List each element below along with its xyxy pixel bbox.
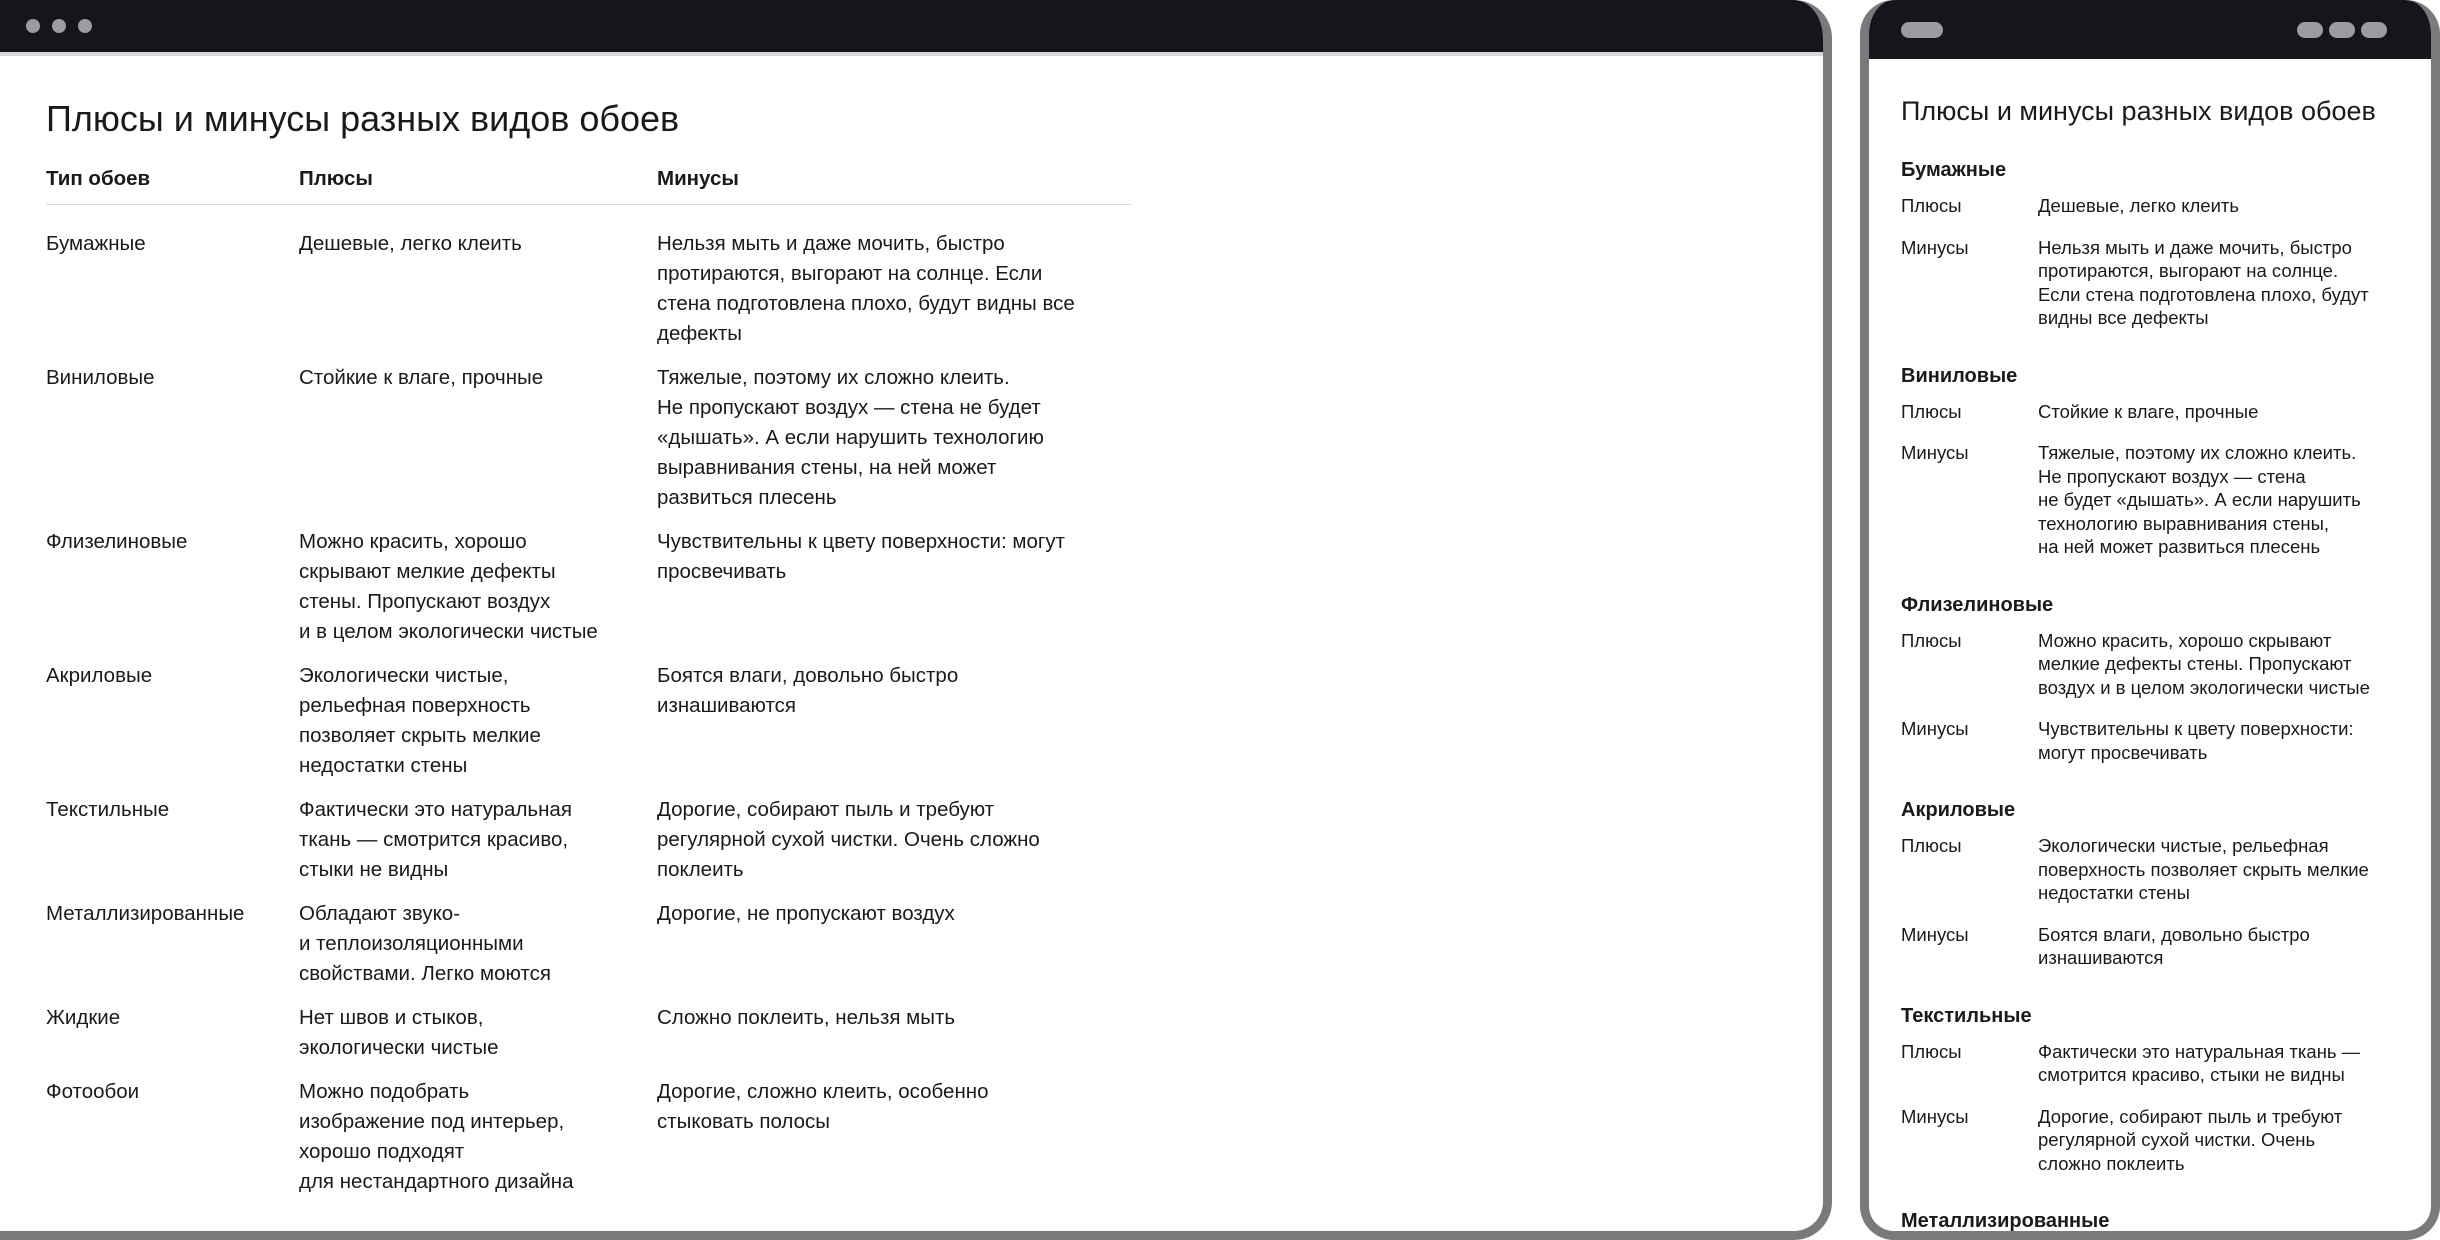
mobile-group <box>1901 158 2421 330</box>
cell-pros: Экологически чистые, рельефная поверхность позволяет скрыть мелкие недостатки стены <box>299 664 541 777</box>
cell-pros: Обладают звуко- и теплоизоляционными свойствами. Легко моются <box>299 902 551 985</box>
cell-type: Акриловые <box>46 664 153 687</box>
mobile-status-pill <box>1901 22 1943 38</box>
cell-type: Фотообои <box>46 1080 140 1103</box>
cell-cons: Чувствительны к цвету поверхности: могут просвечивать <box>657 530 1065 583</box>
table-header-row <box>46 164 1131 205</box>
mobile-status-bar-edge <box>1869 52 2431 59</box>
mobile-group <box>1901 798 2421 970</box>
cell-type: Бумажные <box>46 232 146 255</box>
window-minimize-dot[interactable] <box>52 19 66 33</box>
desktop-title-bar <box>0 0 1823 52</box>
desktop-page-title: Плюсы и минусы разных видов обоев <box>46 98 680 139</box>
cell-cons: Тяжелые, поэтому их сложно клеить. Не пропускают воздух — стена не будет «дышать». А если нарушить технологию выравнивания стены, на ней может развиться плесень <box>657 366 1044 509</box>
table-row <box>46 899 1131 1003</box>
cell-cons: Сложно поклеить, нельзя мыть <box>657 1006 956 1029</box>
mobile-status-dot <box>2329 22 2355 38</box>
wallpaper-comparison-table <box>46 164 1131 1211</box>
table-row <box>46 1003 1131 1077</box>
table-row <box>46 527 1131 661</box>
mobile-cons-row <box>1901 441 2421 559</box>
mobile-status-dot <box>2297 22 2323 38</box>
mobile-cons-label: Минусы <box>1901 1105 1969 1127</box>
mobile-pros-label: Плюсы <box>1901 195 1962 216</box>
cell-pros: Можно красить, хорошо скрывают мелкие дефекты стены. Пропускают воздух и в целом экологически чистые <box>299 530 598 643</box>
desktop-title-bar-divider <box>0 52 1823 56</box>
mobile-pros-label: Плюсы <box>1901 629 1962 651</box>
cell-cons: Дорогие, собирают пыль и требуют регулярной сухой чистки. Очень сложно поклеить <box>657 798 1040 881</box>
mobile-group-type: Флизелиновые <box>1901 593 2054 616</box>
cell-type: Текстильные <box>46 798 170 821</box>
mobile-pros-value: Дешевые, легко клеить <box>2038 195 2240 216</box>
mobile-pros-label: Плюсы <box>1901 400 1962 422</box>
mobile-cons-value: Чувствительны к цвету поверхности: могут просвечивать <box>2038 718 2354 763</box>
cell-cons: Боятся влаги, довольно быстро изнашиваются <box>657 664 959 717</box>
cell-cons: Нельзя мыть и даже мочить, быстро протираются, выгорают на солнце. Если стена подготовлена плохо, будут видны все дефекты <box>657 232 1075 345</box>
cell-pros: Фактически это натуральная ткань — смотрится красиво, стыки не видны <box>299 798 572 881</box>
table-row <box>46 363 1131 527</box>
mobile-status-dot <box>2361 22 2387 38</box>
table-row <box>46 205 1131 364</box>
mobile-cons-value: Тяжелые, поэтому их сложно клеить. Не пропускают воздух — стена не будет «дышать». А если нарушить технологию выравнивания стены, на ней может развиться плесень <box>2038 442 2361 557</box>
mobile-content <box>1901 96 2421 1240</box>
mobile-cons-label: Минусы <box>1901 442 1969 463</box>
cell-type: Металлизированные <box>46 902 245 925</box>
mobile-pros-value: Стойкие к влаге, прочные <box>2038 400 2259 422</box>
cell-type: Жидкие <box>46 1006 121 1029</box>
mobile-group-type: Акриловые <box>1901 799 2016 821</box>
cell-pros: Нет швов и стыков, экологически чистые <box>299 1006 499 1059</box>
mobile-cons-label: Минусы <box>1901 718 1969 739</box>
mobile-cons-value: Нельзя мыть и даже мочить, быстро протираются, выгорают на солнце. Если стена подготовлена плохо, будут видны все дефекты <box>2038 236 2369 328</box>
mobile-pros-row <box>1901 194 2421 218</box>
mobile-cons-label: Минусы <box>1901 236 1969 258</box>
mobile-group <box>1901 1004 2421 1176</box>
mobile-pros-row <box>1901 629 2421 700</box>
cell-cons: Дорогие, не пропускают воздух <box>657 902 955 925</box>
header-pros: Плюсы <box>299 164 657 205</box>
mobile-pros-row <box>1901 1040 2421 1087</box>
mobile-group <box>1901 593 2421 765</box>
mobile-pros-value: Фактически это натуральная ткань — смотрится красиво, стыки не видны <box>2038 1040 2361 1085</box>
header-cons: Минусы <box>657 164 1131 205</box>
header-type: Тип обоев <box>46 164 299 205</box>
mobile-pros-row <box>1901 400 2421 424</box>
mobile-pros-value: Можно красить, хорошо скрывают мелкие дефекты стены. Пропускают воздух и в целом экологически чистые <box>2038 629 2370 698</box>
mobile-group-type: Текстильные <box>1901 1004 2032 1027</box>
cell-pros: Стойкие к влаге, прочные <box>299 366 544 389</box>
mobile-pros-label: Плюсы <box>1901 1040 1962 1062</box>
table-row <box>46 661 1131 795</box>
mobile-group-type: Виниловые <box>1901 364 2018 387</box>
cell-pros: Дешевые, легко клеить <box>299 232 522 255</box>
mobile-cons-row <box>1901 236 2421 330</box>
mobile-window <box>1860 0 2440 1240</box>
mobile-status-bar <box>1869 0 2431 52</box>
mobile-cons-value: Дорогие, собирают пыль и требуют регулярной сухой чистки. Очень сложно поклеить <box>2038 1105 2343 1174</box>
mobile-group <box>1901 1209 2421 1233</box>
table-row <box>46 795 1131 899</box>
mobile-group <box>1901 364 2421 559</box>
mobile-group-type: Металлизированные <box>1901 1210 2110 1232</box>
mobile-cons-label: Минусы <box>1901 923 1969 945</box>
cell-pros: Можно подобрать изображение под интерьер, хорошо подходят для нестандартного дизайна <box>299 1080 574 1193</box>
cell-cons: Дорогие, сложно клеить, особенно стыковать полосы <box>657 1080 989 1133</box>
mobile-group-type: Бумажные <box>1901 159 2007 181</box>
mobile-cons-row <box>1901 1105 2421 1176</box>
mobile-pros-row <box>1901 834 2421 905</box>
mobile-pros-value: Экологически чистые, рельефная поверхность позволяет скрыть мелкие недостатки стены <box>2038 835 2369 903</box>
cell-type: Виниловые <box>46 366 155 389</box>
table-row <box>46 1077 1131 1211</box>
mobile-cons-row <box>1901 923 2421 970</box>
mobile-pros-label: Плюсы <box>1901 835 1962 856</box>
cell-type: Флизелиновые <box>46 530 188 553</box>
window-maximize-dot[interactable] <box>78 19 92 33</box>
mobile-cons-row <box>1901 717 2421 764</box>
window-close-dot[interactable] <box>26 19 40 33</box>
mobile-cons-value: Боятся влаги, довольно быстро изнашиваются <box>2038 923 2310 968</box>
mobile-page-title: Плюсы и минусы разных видов обоев <box>1901 96 2376 126</box>
